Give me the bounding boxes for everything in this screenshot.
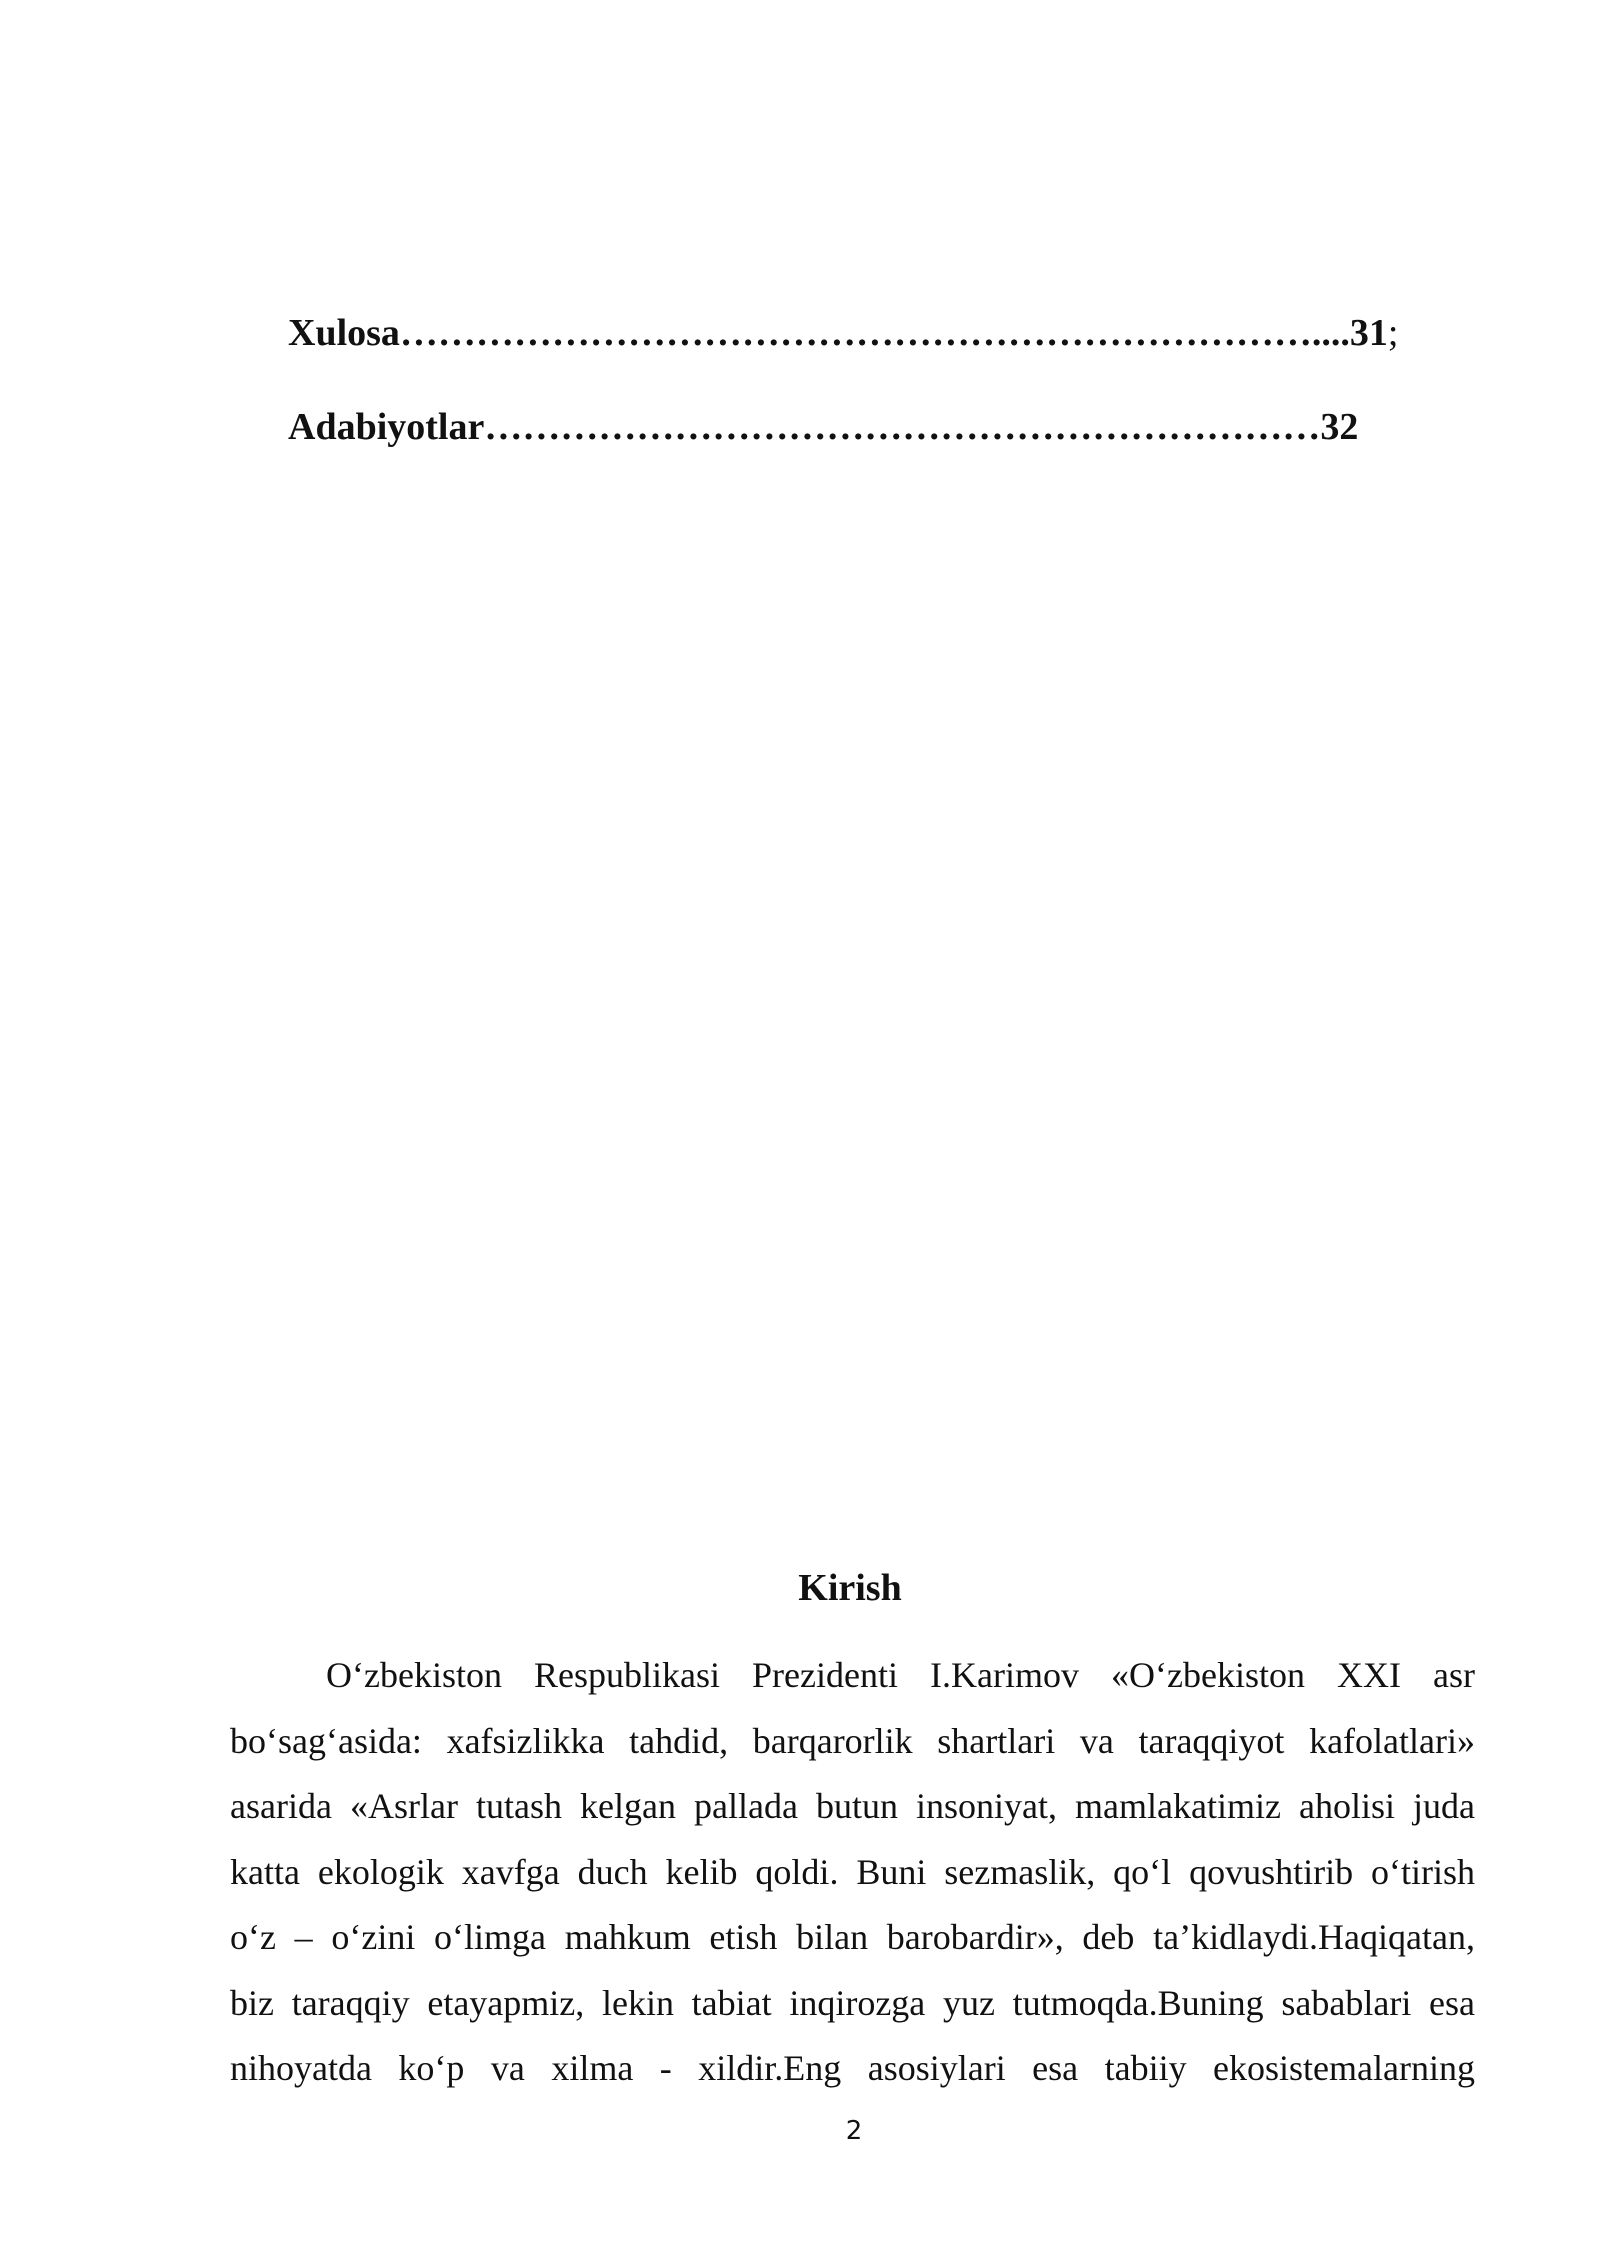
toc-conclusion-suffix: ; <box>1387 312 1399 354</box>
paragraph-line: bo‘sag‘asida: xafsizlikka tahdid, barqarorlik shartlari va taraqqiyot kafolatlari» <box>230 1720 1475 1761</box>
paragraph-line: O‘zbekiston Respublikasi Prezidenti I.Karimov «O‘zbekiston XXI asr <box>326 1655 1475 1695</box>
introduction-paragraph <box>230 1643 1475 2102</box>
toc-conclusion-label: Xulosa <box>288 312 400 354</box>
toc-conclusion-leader: ………………………………………………………………. <box>399 312 1322 354</box>
toc-references-leader: ………………………………………………………… <box>484 406 1321 448</box>
paragraph-line: biz taraqqiy etayapmiz, lekin tabiat inqirozga yuz tutmoqda.Buning sabablari esa <box>230 1982 1475 2023</box>
paragraph-line: asarida «Asrlar tutash kelgan pallada butun insoniyat, mamlakatimiz aholisi juda <box>230 1786 1475 1826</box>
page-number: 2 <box>845 2116 863 2146</box>
toc-item-references <box>288 404 1470 450</box>
toc-item-conclusion <box>288 310 1470 356</box>
toc-conclusion-page: ...31 <box>1321 312 1388 354</box>
paragraph-line: katta ekologik xavfga duch kelib qoldi. Buni sezmaslik, qo‘l qovushtirib o‘tirish <box>230 1851 1475 1892</box>
paragraph-line: nihoyatda ko‘p va xilma - xildir.Eng asosiylari esa tabiiy ekosistemalarning <box>230 2048 1475 2088</box>
introduction-heading: Kirish <box>798 1567 902 1609</box>
toc-references-label: Adabiyotlar <box>288 406 485 448</box>
paragraph-line: o‘z – o‘zini o‘limga mahkum etish bilan barobardir», deb ta’kidlaydi.Haqiqatan, <box>230 1917 1475 1957</box>
toc-references-page: 32 <box>1320 406 1359 448</box>
